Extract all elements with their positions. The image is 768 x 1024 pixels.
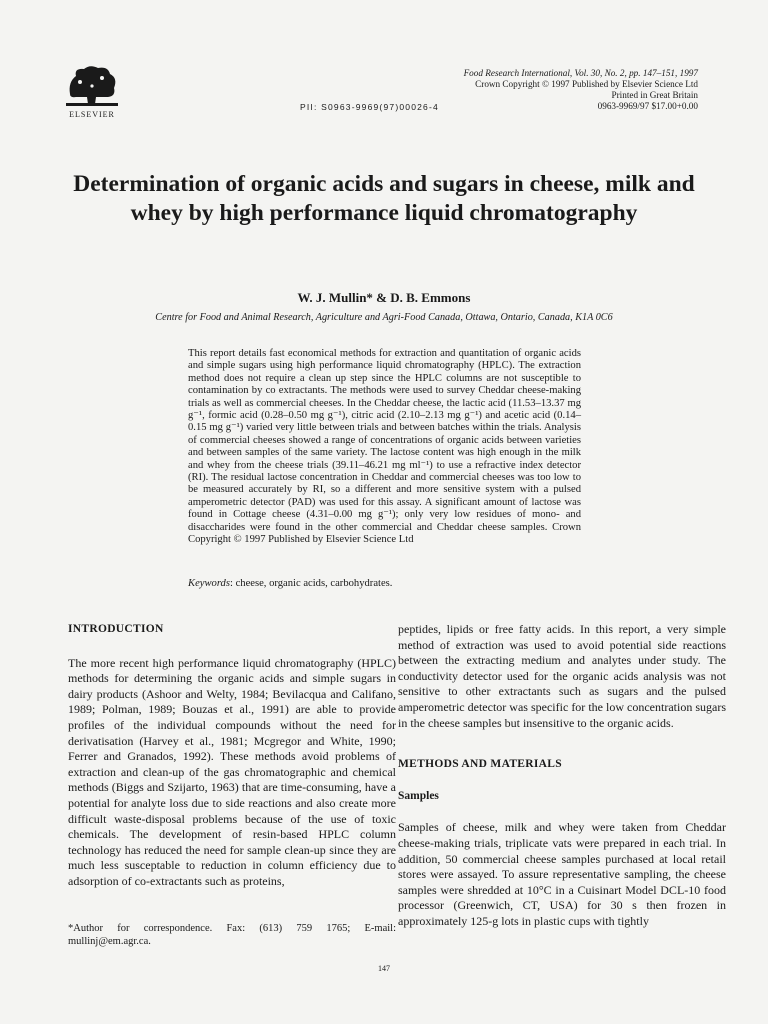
- page-number: 147: [378, 964, 390, 973]
- publisher-name: ELSEVIER: [69, 110, 115, 119]
- journal-citation: Food Research International, Vol. 30, No. 2, pp. 147–151, 1997: [463, 68, 698, 78]
- pii-code: PII: S0963-9969(97)00026-4: [300, 102, 439, 112]
- methods-heading: METHODS AND MATERIALS: [398, 758, 562, 771]
- affiliation: Centre for Food and Animal Research, Agriculture and Agri-Food Canada, Ottawa, Ontario, Canada, K1A 0C6: [155, 312, 613, 323]
- keywords: [188, 578, 581, 589]
- abstract: This report details fast economical methods for extraction and quantitation of organic acids and simple sugars using high performance liquid chromatography (HPLC). The extraction method does not require a clean up step since the HPLC columns are not susceptible to contamination by co extractants. The methods were used to survey Cheddar cheese-making trials as well as commercial cheeses. In the Cheddar cheese, the lactic acid (11.53–13.37 mg g⁻¹, formic acid (0.28–0.50 mg g⁻¹), citric acid (2.10–2.13 mg g⁻¹) and acetic acid (0.14–0.15 mg g⁻¹) varied very little between trials and between batches within the trials. Analysis of commercial cheeses showed a range of concentrations of organic acids between varieties and between samples of the same variety. The lactose content was high enough in the milk and whey from the cheese trials (39.11–46.21 mg ml⁻¹) to use a refractive index detector (RI). The residual lactose concentration in Cheddar and commercial cheeses was too low to be measured accurately by RI, so a different and more sensitive system with a pulsed amperometric detector (PAD) was used for this assay. A significant amount of lactose was found in Cottage cheese (4.31–0.00 mg g⁻¹); only very low residues of mono- and disaccharides were found in the other commercial and Cheddar cheese samples. Crown Copyright © 1997 Published by Elsevier Science Ltd: [188, 348, 581, 546]
- left-column: [68, 622, 396, 890]
- keywords-label: Keywords: [188, 578, 230, 589]
- tree-icon: [64, 64, 120, 108]
- keywords-list: : cheese, organic acids, carbohydrates.: [229, 578, 393, 589]
- intro-continuation: peptides, lipids or free fatty acids. In this report, a very simple method of extraction was used to avoid potential side reactions between the extracting medium and analytes under study. The conductivity detector used for the organic acids analysis was not sensitive to other extractants such as sugars and the pulsed amperometric detector was specific for the low concentration sugars in the cheese samples but insensitive to the organic acids.: [398, 622, 726, 730]
- intro-heading: INTRODUCTION: [68, 623, 164, 635]
- author-footnote: *Author for correspondence. Fax: (613) 759 1765; E-mail: mullinj@em.agr.ca.: [68, 923, 396, 947]
- samples-heading: Samples: [398, 789, 439, 802]
- intro-paragraph: The more recent high performance liquid chromatography (HPLC) methods for determining the organic acids and simple sugars in dairy products (Ashoor and Welty, 1984; Bevilacqua and Califano, 1989; Polman, 1989; Bouzas et al., 1991) are able to provide profiles of the individual compounds without the need for derivatisation (Harvey et al., 1981; Mcgregor and White, 1990; Ferrer and Granados, 1992). These methods avoid problems of extraction and clean-up of the gas chromatographic and chemical methods (Biggs and Szijarto, 1963) that are time-consuming, have a potential for analyte loss due to side reactions and also create more difficult waste-disposal problems because of the use of toxic chemicals. The development of resin-based HPLC column technology has reduced the need for sample clean-up since they are much less susceptable to reduction in column efficiency due to adsorption of co-extractants such as proteins,: [68, 655, 396, 888]
- issn-price-line: 0963-9969/97 $17.00+0.00: [597, 101, 698, 111]
- authors: W. J. Mullin* & D. B. Emmons: [297, 290, 471, 305]
- right-column: [398, 622, 726, 930]
- journal-info: [464, 68, 698, 112]
- article-title: Determination of organic acids and sugars in cheese, milk and whey by high performance liquid chromatography: [73, 171, 695, 226]
- printed-line: Printed in Great Britain: [611, 90, 698, 100]
- elsevier-logo: [64, 64, 124, 119]
- samples-paragraph: Samples of cheese, milk and whey were taken from Cheddar cheese-making trials, triplicate vats were prepared in each trial. In addition, 50 commercial cheese samples purchased at local retail stores were assayed. To assure representative sampling, the cheese samples were shredded at 10°C in a Cuisinart Model DCL-10 food processor (Greenwich, CT, USA) for 30 s then frozen in approximately 125-g lots in plastic cups with tightly: [398, 820, 726, 928]
- copyright-line: Crown Copyright © 1997 Published by Elsevier Science Ltd: [475, 79, 698, 89]
